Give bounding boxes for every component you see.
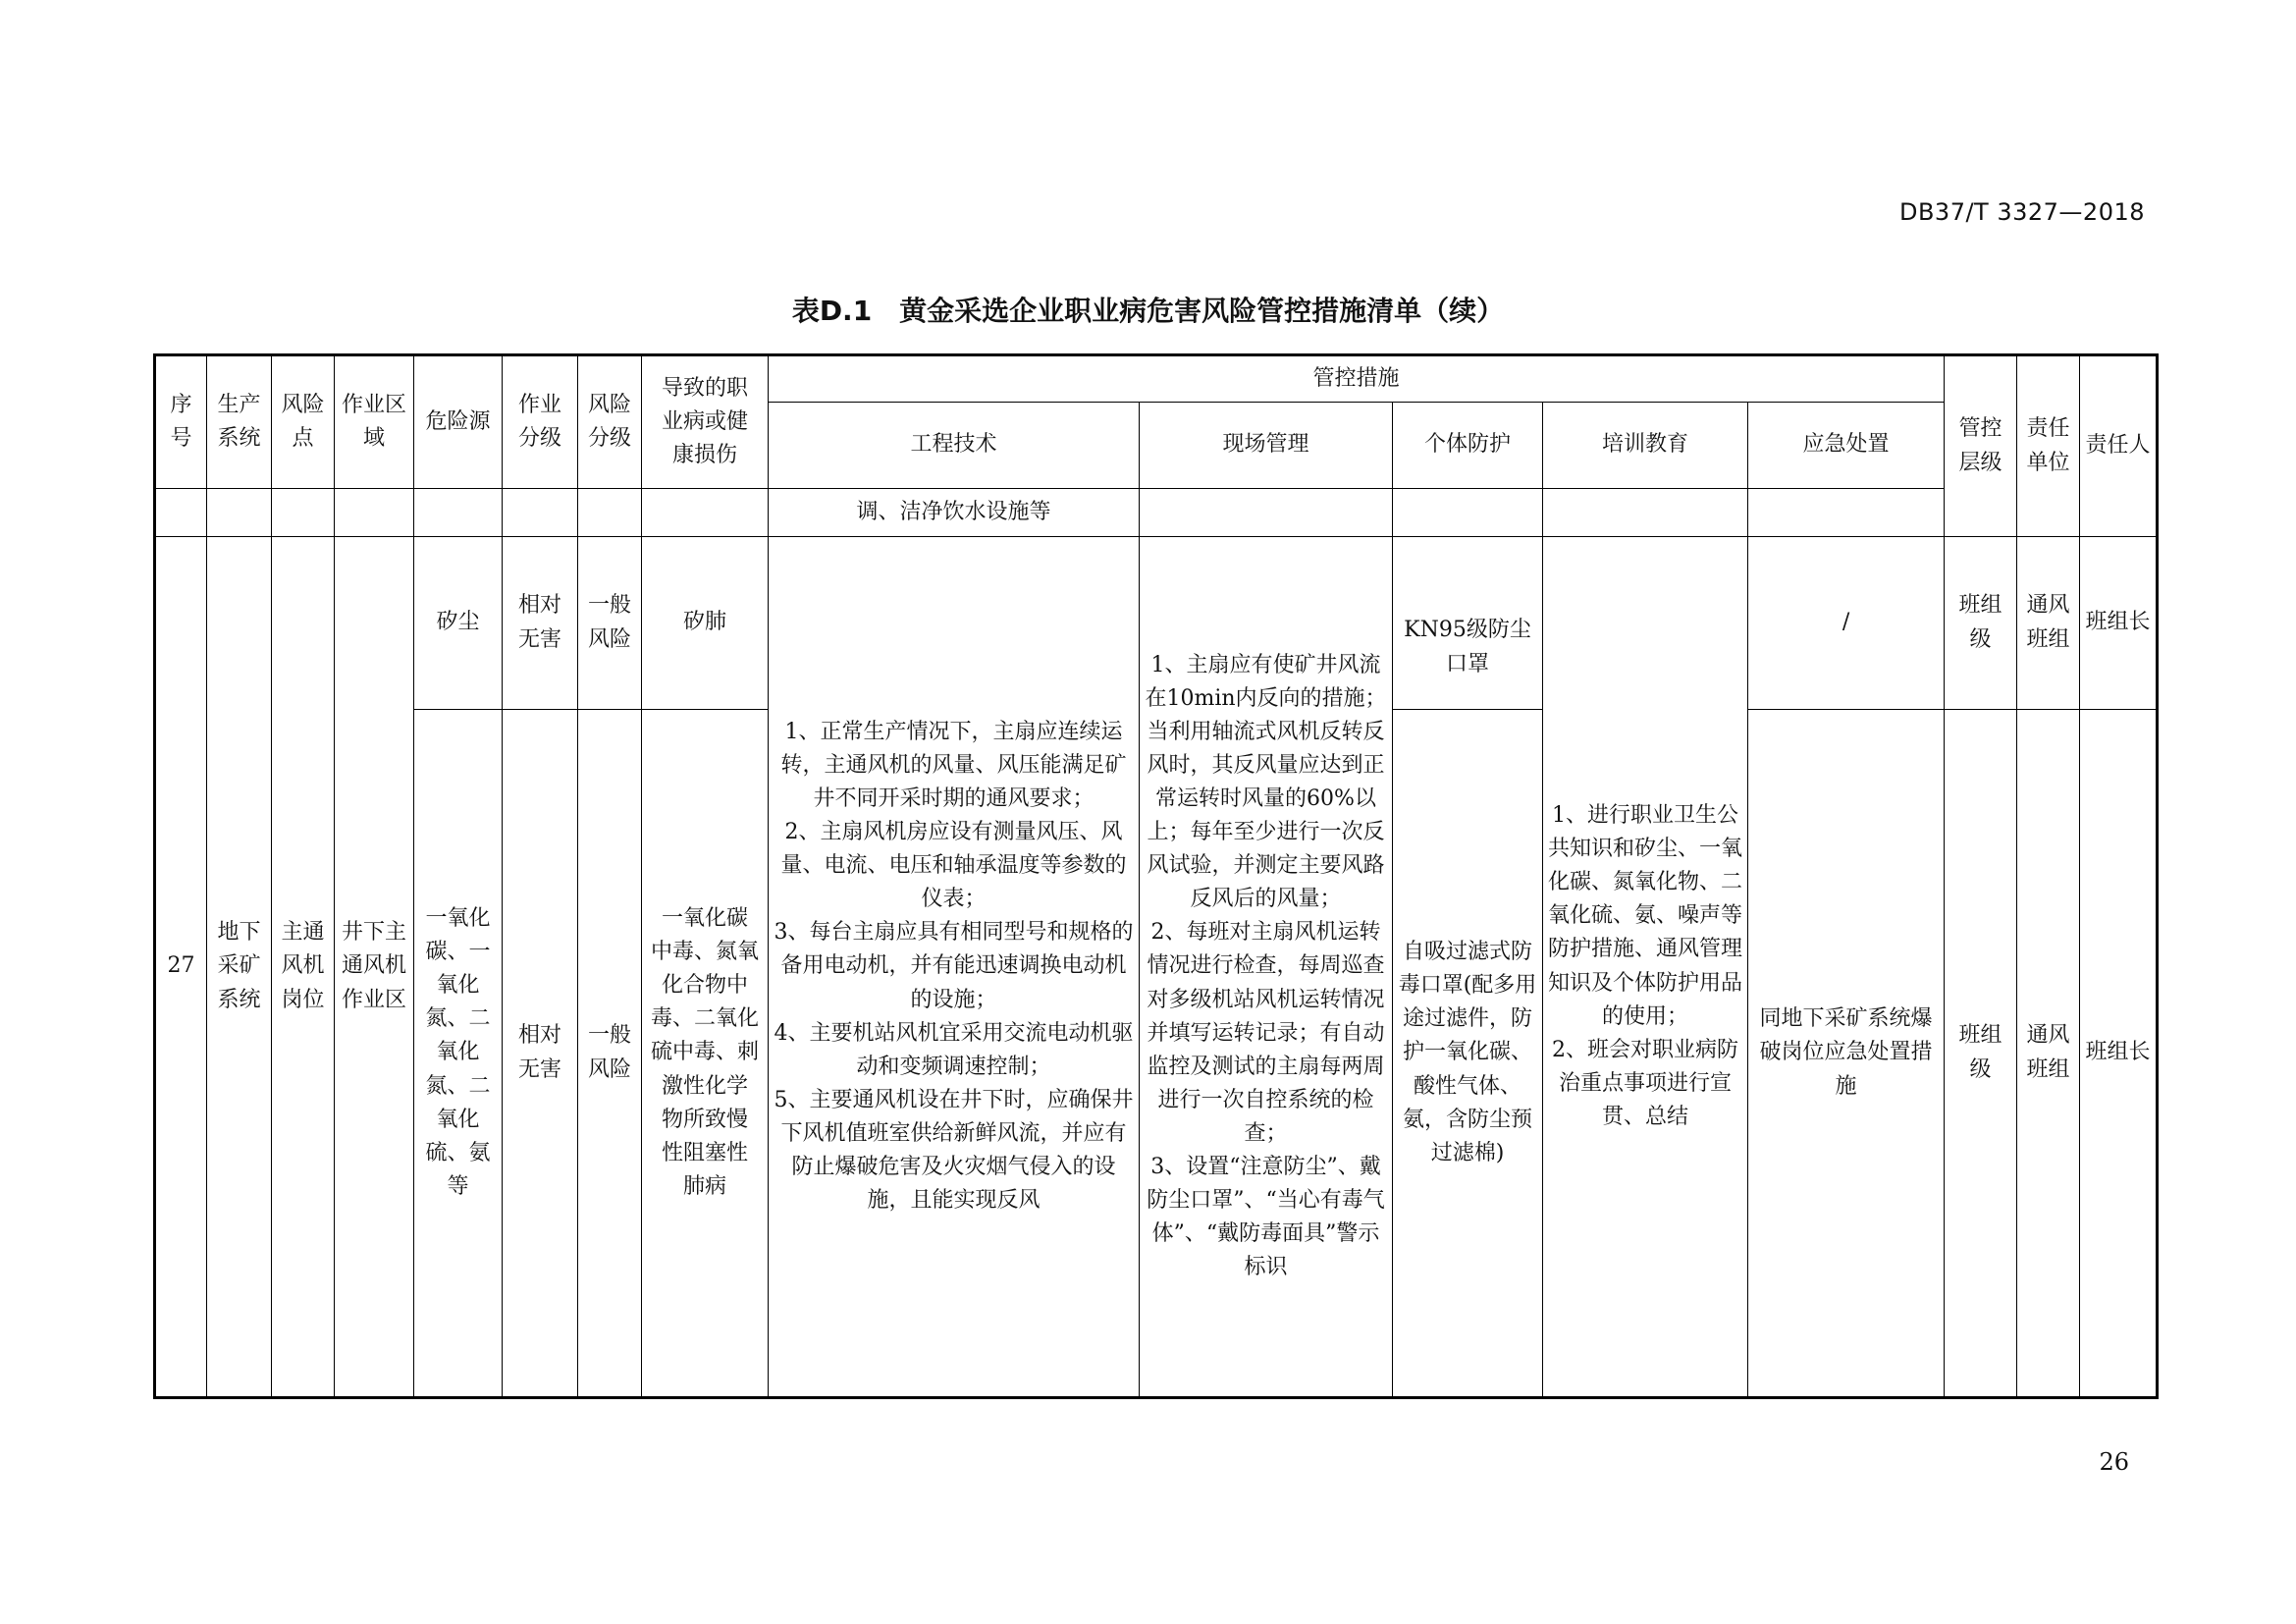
row-work-grade: 相对 无害 [503,537,578,710]
row-control-level: 班组 级 [1945,710,2017,1398]
row-hazard: 一氧化 碳、一 氧化 氮、二 氧化 氮、二 氧化 硫、氨 等 [414,710,503,1398]
col-header-hazard: 危险源 [414,355,503,489]
row-disease: 一氧化碳 中毒、氮氧 化合物中 毒、二氧化 硫中毒、刺 激性化学 物所致慢 性阻塞性 肺病 [642,710,769,1398]
row-emergency: / [1748,537,1945,710]
row-risk-grade: 一般 风险 [578,710,642,1398]
table-title: 表D.1 黄金采选企业职业病危害风险管控措施清单（续） [791,295,1505,327]
col-header-measures: 管控措施 [769,355,1945,403]
row-control-level: 班组 级 [1945,537,2017,710]
row-hazard: 矽尘 [414,537,503,710]
row-resp-person: 班组长 [2080,537,2158,710]
row-risk-point: 主通 风机 岗位 [272,537,335,1398]
row-no: 27 [155,537,207,1398]
col-header-risk-point: 风险 点 [272,355,335,489]
row-resp-unit: 通风 班组 [2017,710,2080,1398]
continuation-row [155,489,2158,537]
row-engineering: 1、正常生产情况下，主扇应连续运转，主通风机的风量、风压能满足矿井不同开采时期的通风要求； 2、主扇风机房应设有测量风压、风量、电流、电压和轴承温度等参数的仪表； 3、每台主扇应具有相同型号和规格的备用电动机，并有能迅速调换电动机的设施； 4、主要机站风机宜采用交流电动机驱动和变频调速控制； 5、主要通风机设在井下时，应确保井下风机值班室供给新鲜风流，并应有防止爆破危害及火灾烟气侵入的设施，且能实现反风 [769,537,1140,1398]
col-header-risk-grade: 风险 分级 [578,355,642,489]
row-ppe: 自吸过滤式防毒口罩(配多用途过滤件，防护一氧化碳、酸性气体、氨，含防尘预过滤棉) [1393,710,1543,1398]
continuation-text: 调、洁净饮水设施等 [769,489,1140,537]
row-work-area: 井下主 通风机 作业区 [335,537,414,1398]
col-header-work-area: 作业区 域 [335,355,414,489]
col-header-site-management: 现场管理 [1140,403,1393,489]
col-header-no: 序 号 [155,355,207,489]
row-system: 地下 采矿 系统 [207,537,272,1398]
col-header-disease: 导致的职 业病或健 康损伤 [642,355,769,489]
col-header-emergency: 应急处置 [1748,403,1945,489]
page-number: 26 [2099,1448,2129,1476]
row-training: 1、进行职业卫生公共知识和矽尘、一氧化碳、氮氧化物、二氧化硫、氨、噪声等防护措施、通风管理知识及个体防护用品的使用； 2、班会对职业病防治重点事项进行宣贯、总结 [1543,537,1748,1398]
row-disease: 矽肺 [642,537,769,710]
col-header-work-grade: 作业 分级 [503,355,578,489]
col-header-resp-person: 责任人 [2080,355,2158,537]
col-header-system: 生产 系统 [207,355,272,489]
col-header-ppe: 个体防护 [1393,403,1543,489]
col-header-training: 培训教育 [1543,403,1748,489]
row-work-grade: 相对 无害 [503,710,578,1398]
col-header-engineering: 工程技术 [769,403,1140,489]
document-code: DB37/T 3327—2018 [1898,198,2145,226]
row-resp-unit: 通风 班组 [2017,537,2080,710]
table-row [155,537,2158,710]
risk-control-table [153,353,2159,1399]
col-header-resp-unit: 责任 单位 [2017,355,2080,537]
row-emergency: 同地下采矿系统爆破岗位应急处置措施 [1748,710,1945,1398]
row-risk-grade: 一般 风险 [578,537,642,710]
row-site-management: 1、主扇应有使矿井风流在10min内反向的措施；当利用轴流式风机反转反风时，其反风量应达到正常运转时风量的60%以上；每年至少进行一次反风试验，并测定主要风路反风后的风量； 2、每班对主扇风机运转情况进行检查，每周巡查对多级机站风机运转情况并填写运转记录；有自动监控及测试的主扇每两周进行一次自控系统的检查； 3、设置“注意防尘”、戴防尘口罩”、“当心有毒气体”、“戴防毒面具”警示标识 [1140,537,1393,1398]
row-ppe: KN95级防尘口罩 [1393,537,1543,710]
header-row-1 [155,355,2158,403]
row-resp-person: 班组长 [2080,710,2158,1398]
col-header-control-level: 管控 层级 [1945,355,2017,537]
